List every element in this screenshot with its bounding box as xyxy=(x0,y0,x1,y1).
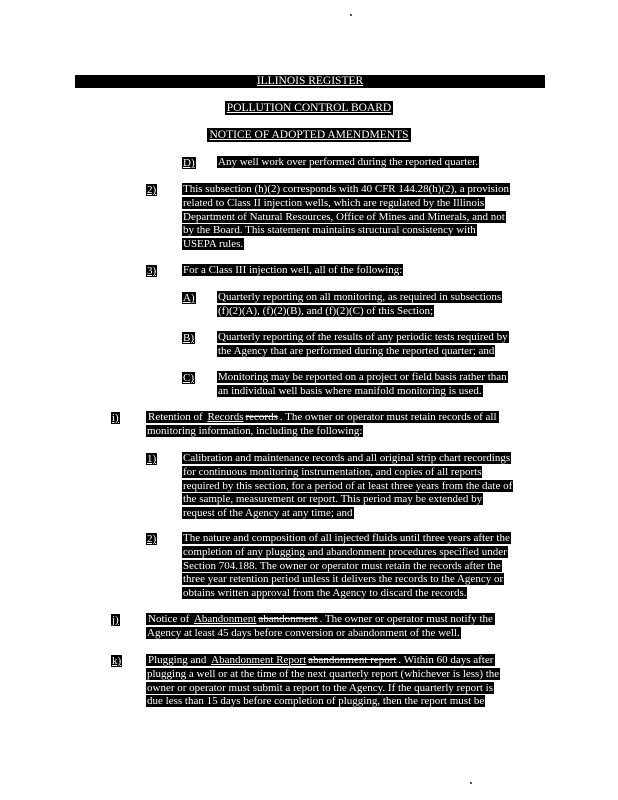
scan-speck xyxy=(470,782,472,784)
marker-2: 2) xyxy=(147,184,157,196)
item-j-text: Notice of Abandonment abandonment . The owner or operator must notify the Agency at least 45 days before conversion or abandonment of the well. xyxy=(147,613,493,639)
marker-j: j) xyxy=(112,614,119,626)
marker-k: k) xyxy=(112,655,122,667)
item-2-text: This subsection (h)(2) corresponds with 40 CFR 144.28(h)(2), a provision related to Class II injection wells, which are regulated by the Illinois Department of Natural Resources, Office of Mines and Minerals, and not by the Board. This statement maintains structural consistency with USEPA rules. xyxy=(183,183,509,251)
board-title-line xyxy=(0,101,618,115)
item-i-2-text: The nature and composition of all injected fluids until three years after the completion of any plugging and abandonment procedures specified under Section 704.188. The owner or operator must retain the records after the three year retention period unless it delivers the records to the Agency or obtains written approval from the Agency to discard the records. xyxy=(183,532,510,600)
board-title: POLLUTION CONTROL BOARD xyxy=(226,102,392,114)
marker-i-2: 2) xyxy=(147,533,157,545)
marker-d: D) xyxy=(183,157,195,169)
marker-3: 3) xyxy=(147,265,157,277)
marker-i-1: 1) xyxy=(147,453,157,465)
item-i-1-text: Calibration and maintenance records and all original strip chart recordings for continuous monitoring instrumentation, and copies of all reports required by this section, for a period of at least three years from the date of the sample, measurement or report. This period may be extended by request of the Agency at any time; and xyxy=(183,452,513,520)
item-d-text: Any well work over performed during the reported quarter. xyxy=(218,156,478,168)
item-3-text: For a Class III injection well, all of the following: xyxy=(183,264,403,276)
marker-b: B) xyxy=(183,332,194,344)
register-title: ILLINOIS REGISTER xyxy=(256,75,364,87)
item-c-text: Monitoring may be reported on a project or field basis rather than an individual well basis where manifold monitoring is used. xyxy=(218,371,507,397)
item-b-text: Quarterly reporting of the results of any periodic tests required by the Agency that are performed during the reported quarter; and xyxy=(218,331,508,357)
marker-a: A) xyxy=(183,292,195,304)
notice-title-line xyxy=(0,128,618,142)
marker-i: i) xyxy=(112,412,119,424)
item-a-text: Quarterly reporting on all monitoring, as required in subsections (f)(2)(A), (f)(2)(B), and (f)(2)(C) of this Section; xyxy=(218,291,502,317)
scan-speck xyxy=(350,14,352,16)
item-k-text: Plugging and Abandonment Report abandonment report . Within 60 days after plugging a well or at the time of the next quarterly report (whichever is less) the owner or operator must submit a report to the Agency. If the quarterly report is due less than 15 days before completion of plugging, then the report must be xyxy=(147,654,500,708)
marker-c: C) xyxy=(183,372,194,384)
item-i-text: Retention of Records records . The owner or operator must retain records of all monitoring information, including the following: xyxy=(147,411,497,437)
notice-title: NOTICE OF ADOPTED AMENDMENTS xyxy=(209,129,409,141)
